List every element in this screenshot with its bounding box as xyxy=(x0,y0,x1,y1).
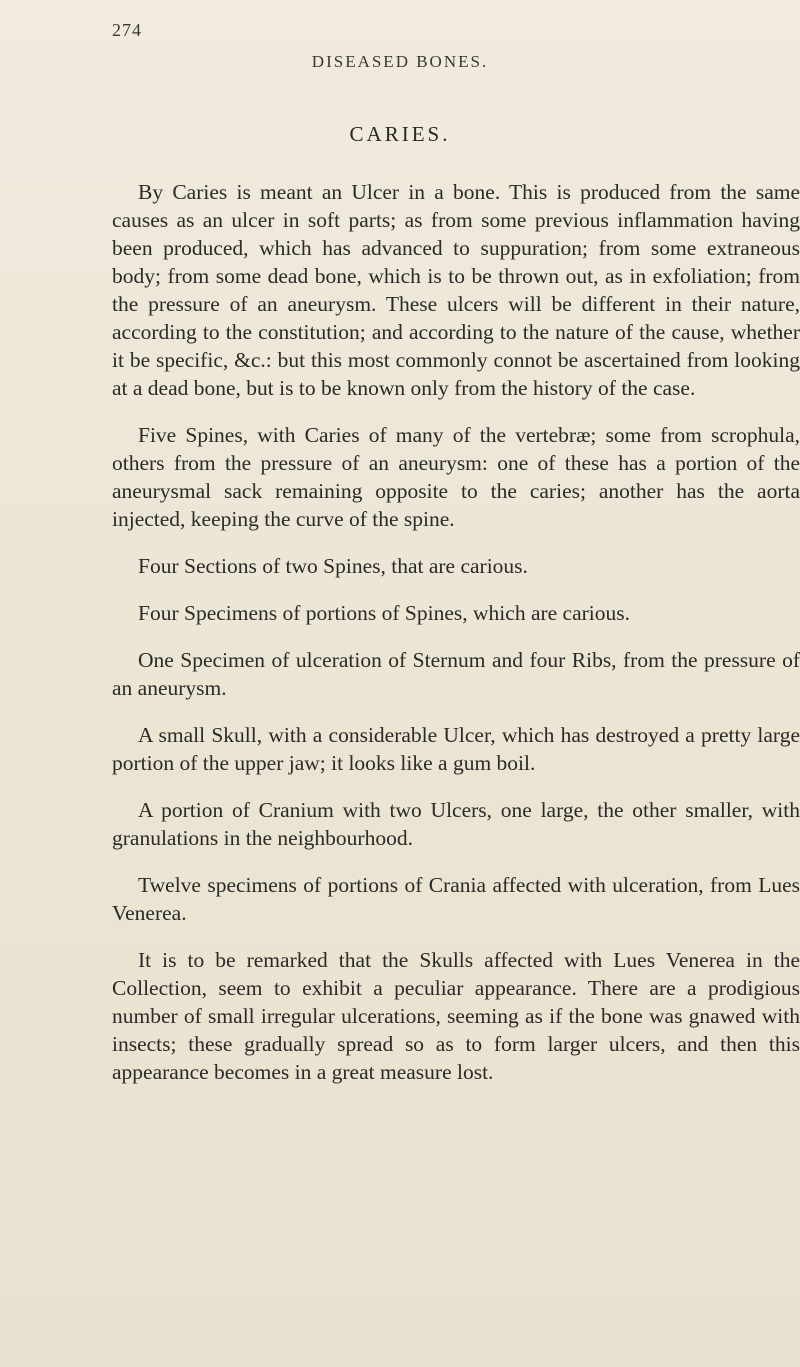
paragraph-five-spines: Five Spines, with Caries of many of the vertebræ; some from scrophula, others from the pressure of an aneurysm: one of these has a portion of the aneurysmal sack remaining opposite to the caries; another has the aorta injected, keeping the curve of the spine. xyxy=(112,423,800,531)
paragraph-caries-definition: By Caries is meant an Ulcer in a bone. This is produced from the same causes as an ulcer in soft parts; as from some previous inflammation having been produced, which has advanced to suppuration; from some extraneous body; from some dead bone, which is to be thrown out, as in exfoliation; from the pressure of an aneurysm. These ulcers will be different in their nature, according to the constitution; and according to the nature of the cause, whether it be specific, &c.: but this most commonly connot be ascertained from looking at a dead bone, but is to be known only from the history of the case. xyxy=(112,180,800,400)
paragraph-four-specimens: Four Specimens of portions of Spines, which are carious. xyxy=(138,601,631,625)
paragraph-sternum-ribs: One Specimen of ulceration of Sternum and four Ribs, from the pressure of an aneurysm. xyxy=(112,648,800,700)
page-number: 274 xyxy=(112,20,142,40)
paragraph-lues-venerea-remark: It is to be remarked that the Skulls affected with Lues Venerea in the Collection, seem to exhibit a peculiar appearance. There are a prodigious number of small irregular ulcerations, seeming as if the bone was gnawed with insects; these gradually spread so as to form larger ulcers, and then this appearance becomes in a great measure lost. xyxy=(112,948,800,1084)
paragraph-small-skull: A small Skull, with a considerable Ulcer, which has destroyed a pretty large portion of the upper jaw; it looks like a gum boil. xyxy=(112,723,800,775)
body-text xyxy=(112,178,800,1086)
running-head: DISEASED BONES. xyxy=(311,52,489,71)
paragraph-twelve-crania: Twelve specimens of portions of Crania affected with ulceration, from Lues Venerea. xyxy=(112,873,800,925)
section-title: CARIES. xyxy=(349,122,451,146)
paragraph-cranium-ulcers: A portion of Cranium with two Ulcers, one large, the other smaller, with granulations in the neighbourhood. xyxy=(112,798,800,850)
paragraph-four-sections: Four Sections of two Spines, that are carious. xyxy=(138,554,528,578)
